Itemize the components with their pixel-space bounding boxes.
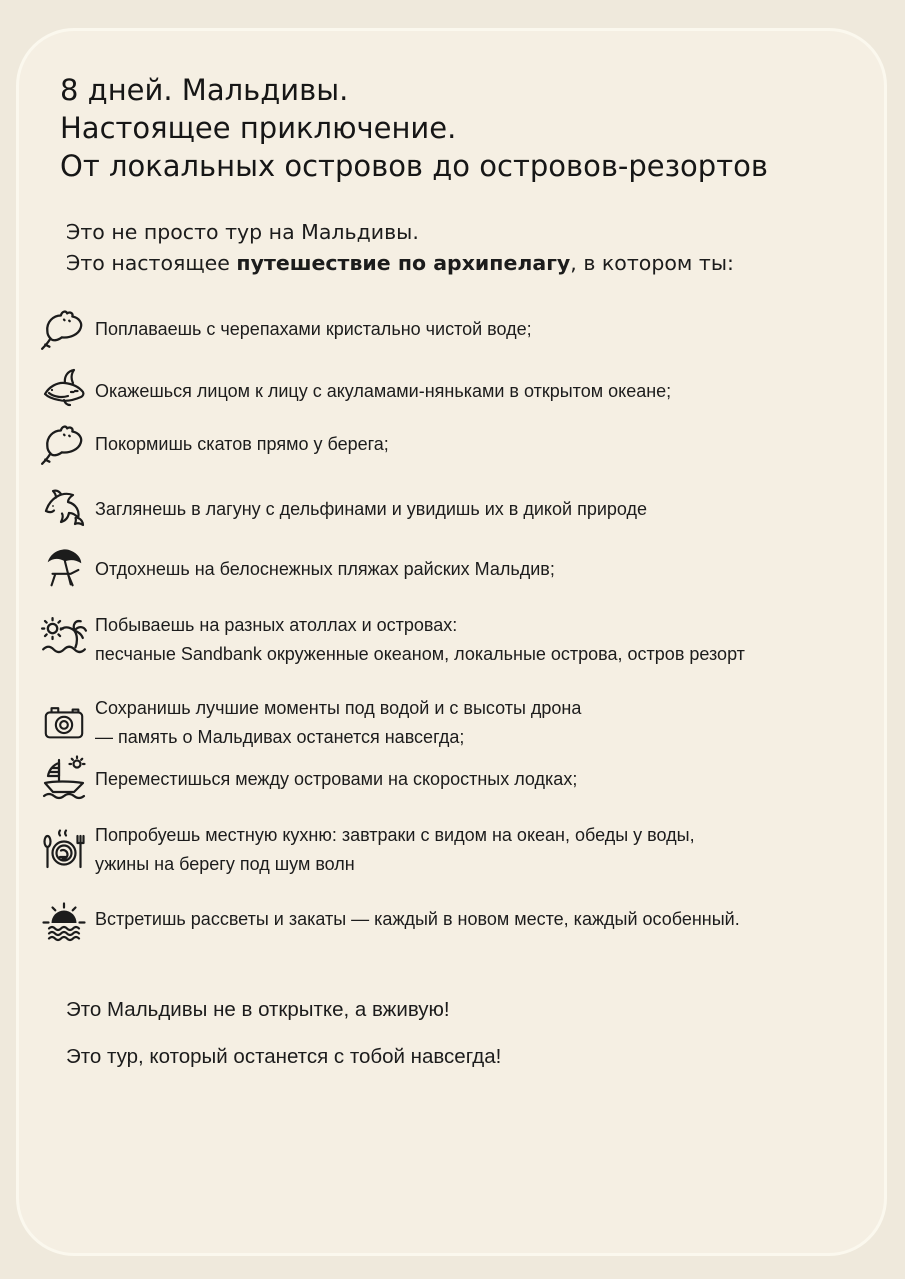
list-item-text: Встретишь рассветы и закаты — каждый в новом месте, каждый особенный.	[95, 908, 740, 929]
shark-icon	[33, 367, 95, 415]
list-item	[33, 611, 868, 669]
list-item-text: Сохранишь лучшие моменты под водой и с высоты дрона — память о Мальдивах останется навсегда;	[95, 698, 582, 747]
title-line-3: От локальных островов до островов-резортов	[60, 149, 768, 183]
content-card	[16, 28, 887, 1256]
list-item	[33, 301, 868, 357]
list-item	[33, 541, 868, 597]
list-item	[33, 751, 868, 807]
list-item	[33, 363, 868, 419]
list-item-text: Переместишься между островами на скоростных лодках;	[95, 768, 578, 789]
list-item	[33, 694, 868, 752]
island-sun-icon	[33, 615, 95, 665]
camera-icon	[33, 700, 95, 746]
list-item-text: Побываешь на разных атоллах и островах: песчаные Sandbank окруженные океаном, локальные острова, остров резорт	[95, 615, 745, 664]
title-line-1: 8 дней. Мальдивы.	[60, 73, 349, 107]
list-item-text: Заглянешь в лагуну с дельфинами и увидишь их в дикой природе	[95, 498, 648, 519]
stingray-icon	[33, 419, 95, 469]
sailboat-icon	[33, 755, 95, 803]
list-item-text: Окажешься лицом к лицу с акуламами-няньками в открытом океане;	[95, 380, 672, 401]
sunset-icon	[33, 895, 95, 943]
list-item-text: Отдохнешь на белоснежных пляжах райских Мальдив;	[95, 558, 555, 579]
list-item	[33, 891, 868, 947]
list-item	[33, 481, 868, 537]
dolphin-icon	[33, 485, 95, 533]
title-line-2: Настоящее приключение.	[60, 111, 457, 145]
local-cuisine-icon	[33, 826, 95, 874]
beach-umbrella-icon	[33, 546, 95, 592]
closing-line-1: Это Мальдивы не в открытке, а вживую!	[66, 998, 450, 1021]
intro-line-1: Это не просто тур на Мальдивы.	[66, 220, 419, 244]
list-item-text: Покормишь скатов прямо у берега;	[95, 433, 389, 454]
stingray-icon	[33, 304, 95, 354]
list-item-text: Поплаваешь с черепахами кристально чистой воде;	[95, 318, 532, 339]
intro-line-2-bold: путешествие по архипелагу	[236, 251, 571, 275]
intro-line-2-suffix: , в котором ты:	[570, 251, 734, 275]
closing-line-2: Это тур, который останется с тобой навсегда!	[66, 1045, 502, 1068]
list-item-text: Попробуешь местную кухню: завтраки с видом на океан, обеды у воды, ужины на берегу под шум волн	[95, 825, 695, 874]
intro-line-2-prefix: Это настоящее	[66, 251, 237, 275]
list-item	[33, 416, 868, 472]
list-item	[33, 821, 868, 879]
